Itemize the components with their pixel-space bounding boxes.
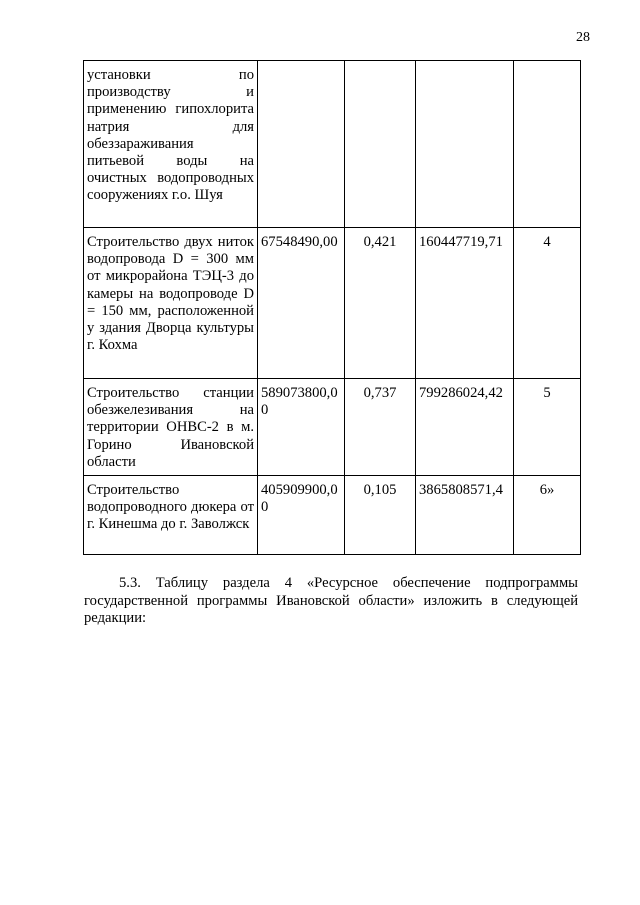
cell-effect (416, 61, 514, 228)
table-row (84, 379, 581, 476)
cell-coefficient (345, 61, 416, 228)
cell-name: установки по производству и применению гипохлорита натрия для обеззараживания питьевой воды на очистных водопроводных сооружениях г.о. Шуя (84, 61, 258, 228)
cell-coefficient: 0,421 (345, 228, 416, 379)
page-number: 28 (576, 30, 590, 45)
table-row (84, 61, 581, 228)
table-row (84, 476, 581, 555)
data-table (83, 60, 581, 555)
body-paragraph: 5.3. Таблицу раздела 4 «Ресурсное обеспечение подпрограммы государственной программы Ивановской области» изложить в следующей редакции: (84, 575, 578, 627)
cell-cost: 589073800,00 (258, 379, 345, 476)
table-row (84, 228, 581, 379)
cell-rank (514, 61, 581, 228)
cell-cost (258, 61, 345, 228)
cell-name: Строительство станции обезжелезивания на территории ОНВС-2 в м. Горино Ивановской области (84, 379, 258, 476)
cell-rank: 5 (514, 379, 581, 476)
cell-name: Строительство двух ниток водопровода D = 300 мм от микрорайона ТЭЦ-3 до камеры на водопроводе D = 150 мм, расположенной у здания Дворца культуры г. Кохма (84, 228, 258, 379)
cell-effect: 160447719,71 (416, 228, 514, 379)
cell-effect: 799286024,42 (416, 379, 514, 476)
cell-effect: 3865808571,4 (416, 476, 514, 555)
cell-coefficient: 0,737 (345, 379, 416, 476)
cell-cost: 405909900,00 (258, 476, 345, 555)
cell-cost: 67548490,00 (258, 228, 345, 379)
cell-rank: 4 (514, 228, 581, 379)
cell-name: Строительство водопроводного дюкера от г. Кинешма до г. Заволжск (84, 476, 258, 555)
cell-coefficient: 0,105 (345, 476, 416, 555)
cell-rank: 6» (514, 476, 581, 555)
